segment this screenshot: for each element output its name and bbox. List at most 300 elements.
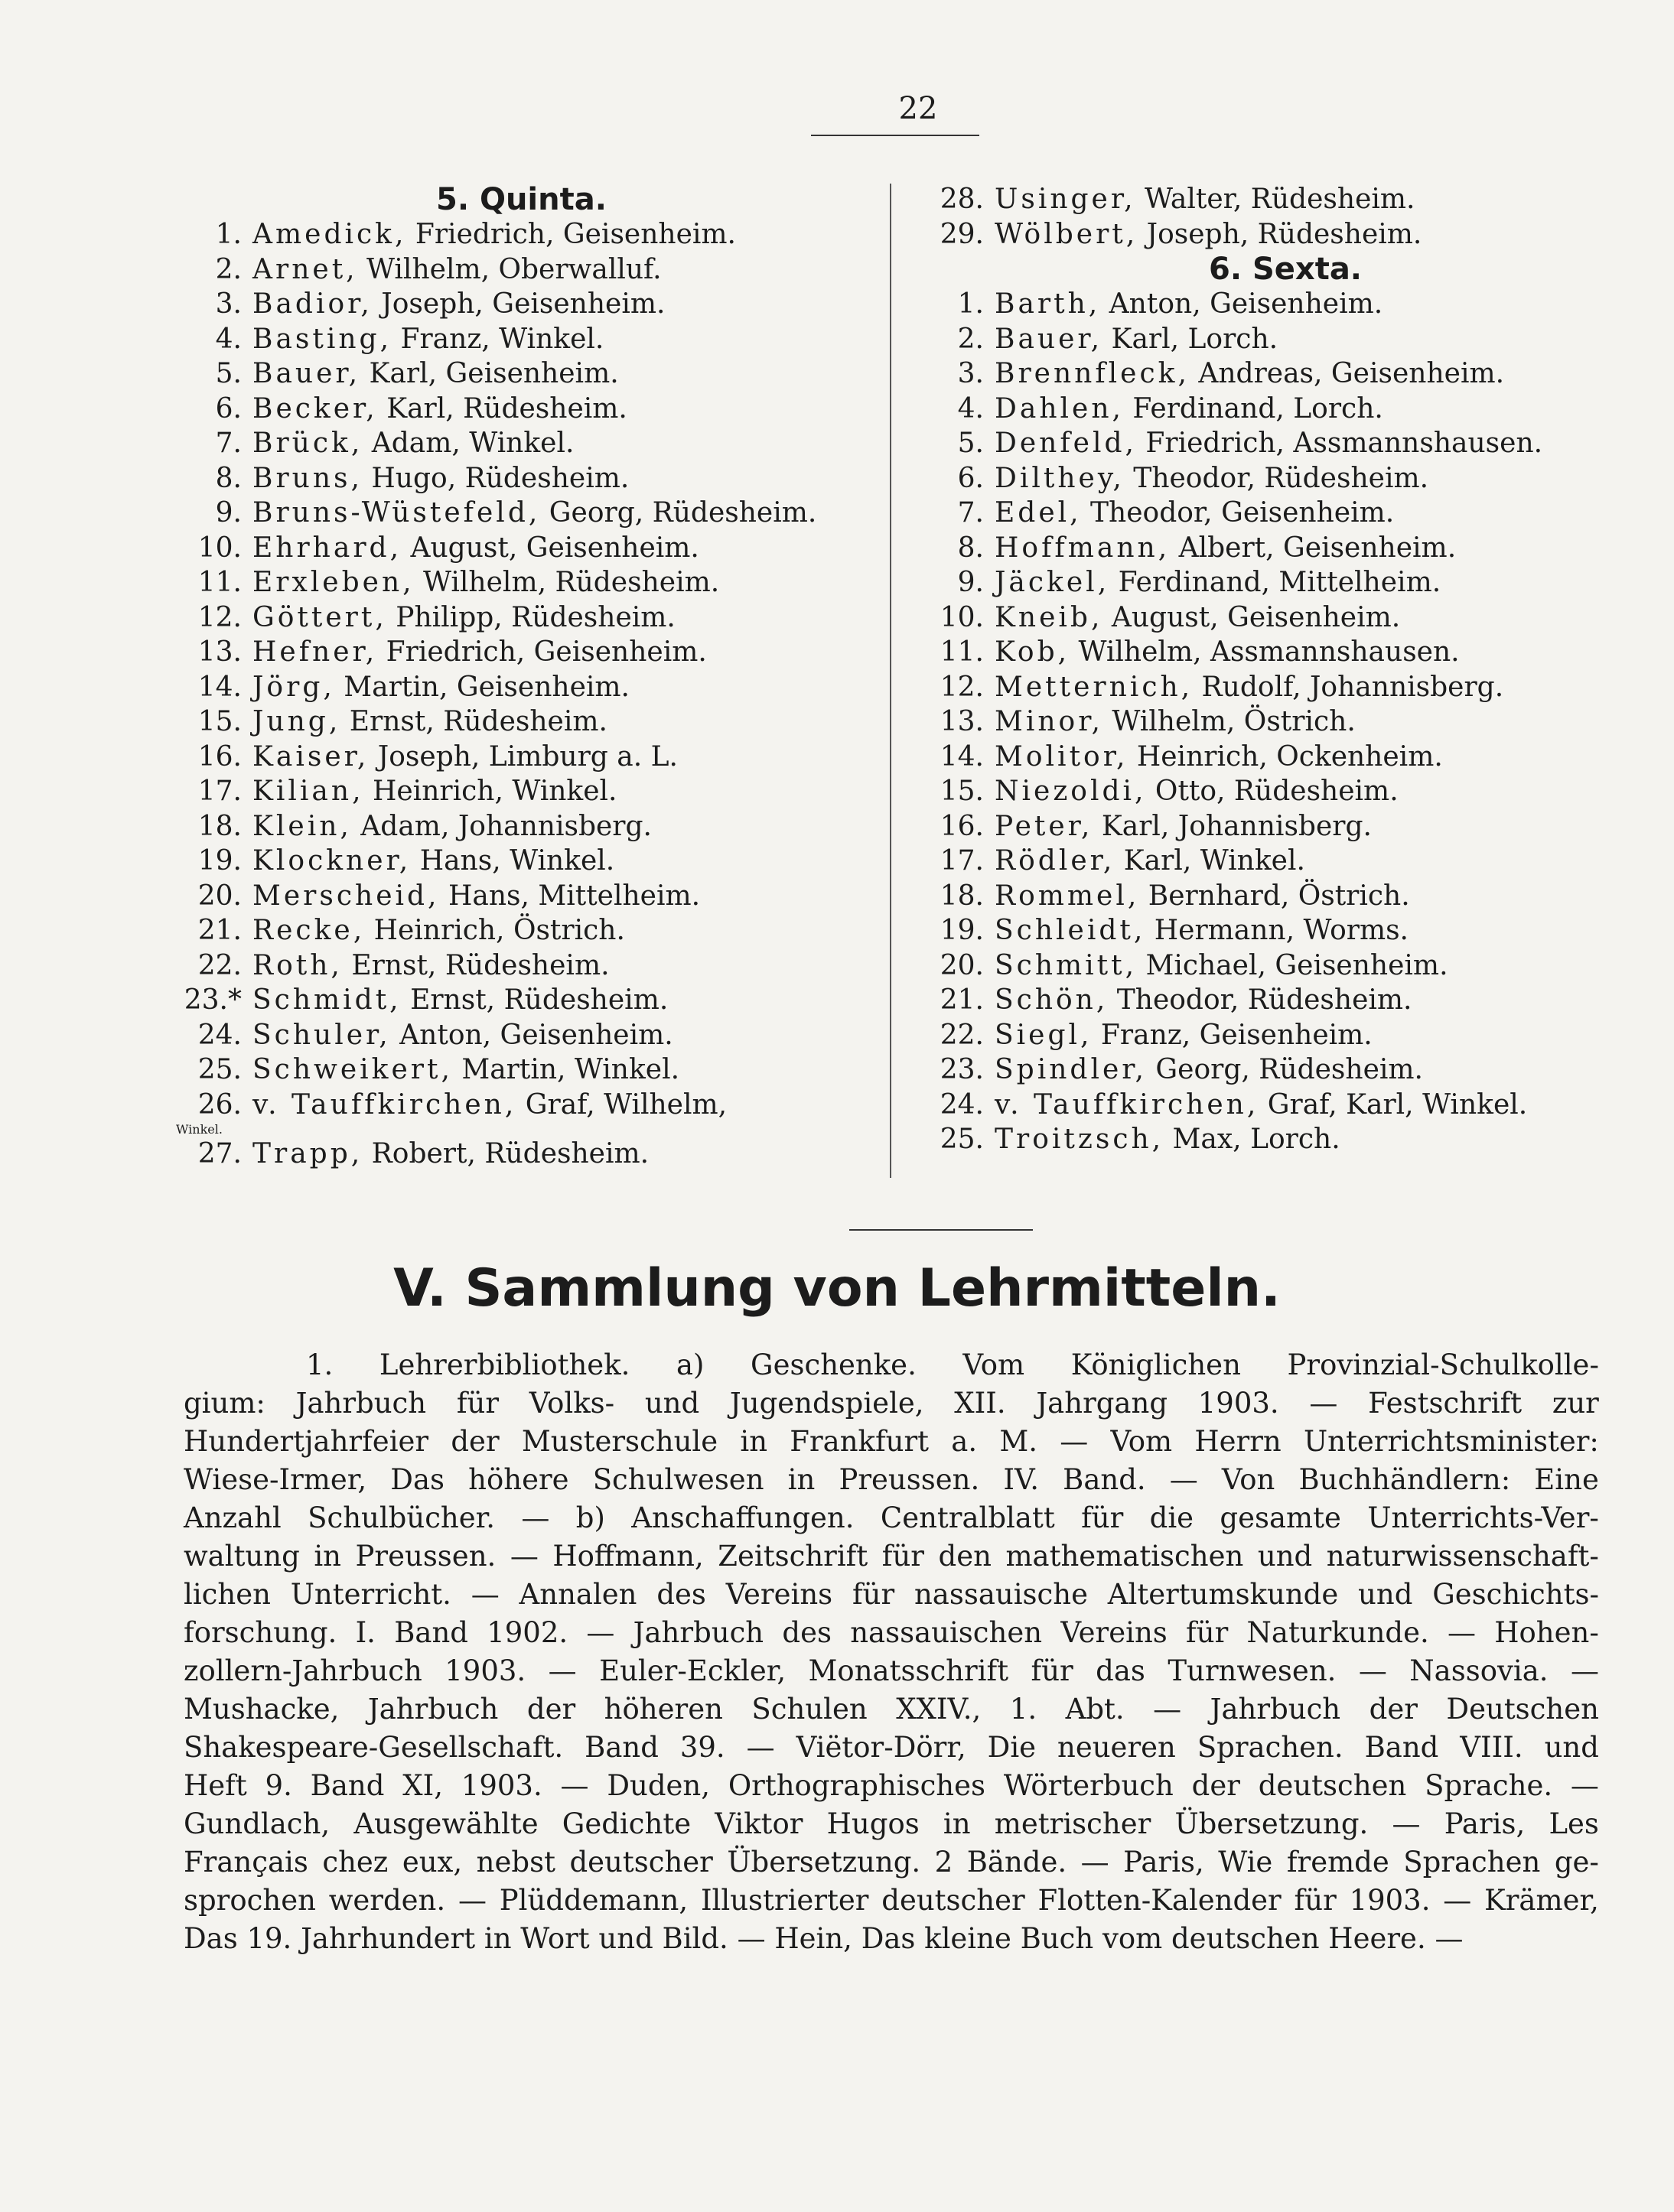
word: Jahrgang [1036,1387,1168,1420]
student-entry [176,322,865,357]
word: Musterschule [521,1425,718,1458]
word: für [1081,1501,1124,1534]
student-details: Friedrich, Geisenheim. [377,636,707,668]
student-details: Heinrich, Ockenheim. [1128,740,1443,773]
word: Band [310,1769,385,1802]
student-number: 11. [940,636,984,668]
word: Jugendspiele, [729,1387,924,1420]
student-entry [918,844,1607,879]
word: Preussen. [355,1540,497,1573]
student-number: 19. [197,845,242,877]
student-surname: Troitzsch, [995,1124,1164,1155]
word: Deutschen [1446,1693,1599,1726]
student-surname: Schön, [995,984,1109,1016]
student-details: Ferdinand, Lorch. [1123,392,1383,425]
student-surname: Ehrhard, [252,532,402,564]
word: ge- [1554,1846,1599,1879]
word: Paris, [1123,1846,1204,1879]
student-number: 17. [197,776,242,807]
word: — [521,1501,550,1534]
student-surname: Jörg, [252,671,335,703]
word: — [1358,1654,1387,1687]
word: — [1570,1769,1599,1802]
student-details: Hugo, Rüdesheim. [362,462,630,494]
student-entry [918,322,1607,357]
student-list-sexta [918,287,1607,1157]
word: Annalen [519,1578,637,1611]
student-number: 14. [197,671,242,703]
student-number: 12. [197,601,242,633]
word: und [644,1387,700,1420]
word: Buchhändlern: [1298,1463,1511,1496]
student-details: Karl, Rüdesheim. [377,392,627,425]
word: Monatsschrift [808,1654,1009,1687]
student-entry [918,1052,1607,1088]
word: des [782,1616,832,1649]
student-entry [176,635,865,670]
text-line [184,1346,1599,1384]
student-entry [918,217,1607,252]
student-details: Theodor, Geisenheim. [1081,497,1395,529]
word: Vereins [1060,1616,1168,1649]
student-entry [176,670,865,705]
student-entry [176,1018,865,1053]
word: metrischer [994,1807,1151,1840]
word: 1903. [461,1769,542,1802]
student-entry [176,809,865,844]
student-entry [176,844,865,879]
word: Jahrbuch [1210,1693,1341,1726]
word: Volks- [529,1387,615,1420]
student-entry [918,809,1607,844]
student-number: 22. [940,1019,984,1051]
student-surname: v. Tauffkirchen, [252,1088,517,1121]
student-entry [176,913,865,948]
word: Gedichte [562,1807,692,1840]
page-number: 22 [898,91,938,126]
word: Sprachen. [1197,1731,1343,1764]
student-entry [176,774,865,809]
student-surname: Wölbert, [995,218,1138,250]
student-number: 22. [197,949,242,981]
student-surname: Roth, [252,949,343,981]
student-details: Hans, Winkel. [411,845,615,877]
word: Preussen. [839,1463,980,1496]
student-surname: Schmidt, [252,984,402,1016]
student-surname: Bruns, [252,462,363,494]
student-entry [918,670,1607,705]
student-number: 23.* [184,984,242,1016]
word: und [1257,1540,1313,1573]
word: Bände. [966,1846,1067,1879]
student-details: Martin, Geisenheim. [334,671,630,703]
word: Shakespeare-Gesellschaft. [184,1731,564,1764]
student-details: Franz, Geisenheim. [1092,1019,1373,1051]
student-number: 13. [197,636,242,668]
student-number: 3. [215,288,242,320]
student-number: 15. [940,776,984,807]
student-number: 16. [940,810,984,842]
student-entry [176,217,865,252]
student-details: Bernhard, Östrich. [1139,880,1410,912]
student-surname: Schweikert, [252,1054,453,1085]
class-heading-sexta: 6. Sexta. [1209,252,1362,287]
student-surname: Kob, [995,636,1070,668]
word: Übersetzung. [1174,1807,1369,1840]
student-number: 6. [215,392,242,425]
student-entry [918,740,1607,775]
word: IV. [1003,1463,1039,1496]
student-details: Ernst, Rüdesheim. [342,949,610,981]
student-details: Anton, Geisenheim. [1100,288,1383,320]
student-surname: Recke, [252,915,366,946]
student-number: 26. [197,1088,242,1121]
word: 1. [306,1348,334,1381]
student-number: 7. [957,497,984,529]
word: lichen [184,1578,271,1611]
student-surname: Becker, [252,392,378,425]
student-surname: Denfeld, [995,428,1137,459]
word: nebst [476,1846,555,1879]
student-number: 10. [940,601,984,633]
student-entry [176,879,865,914]
student-surname: Arnet, [252,253,358,285]
word: 1. [1009,1693,1037,1726]
word: in [943,1807,971,1840]
student-details: Michael, Geisenheim. [1137,949,1448,981]
student-entry [176,252,865,288]
word: Band. [1063,1463,1146,1496]
word: naturwissenschaft- [1326,1540,1599,1573]
right-column [918,182,1607,1157]
student-surname: Schuler, [252,1019,391,1051]
student-number: 1. [215,219,242,250]
word: in [787,1463,816,1496]
word: für [1186,1616,1229,1649]
word: Sprachen [1403,1846,1541,1879]
word: Schulwesen [592,1463,764,1496]
student-surname: Merscheid, [252,880,440,912]
student-details: Wilhelm, Rüdesheim. [414,567,720,598]
word: — [1169,1463,1198,1496]
word: Von [1221,1463,1275,1496]
student-details: Ferdinand, Mittelheim. [1109,567,1441,598]
student-number: 5. [215,358,242,389]
student-details: Franz, Winkel. [392,323,604,355]
word: Wie [1218,1846,1273,1879]
student-details: Rudolf, Johannisberg. [1193,671,1504,703]
student-details: Philipp, Rüdesheim. [386,601,676,633]
student-surname: Siegl, [995,1019,1093,1051]
word: — [1080,1846,1109,1879]
student-details: Wilhelm, Assmannshausen. [1070,636,1460,668]
word: Unterrichtsminister: [1303,1425,1599,1458]
word: Festschrift [1368,1387,1523,1420]
word: Herrn [1194,1425,1282,1458]
student-entry [918,392,1607,427]
student-entry [176,392,865,427]
word: — [746,1731,775,1764]
word: gium: [184,1387,265,1420]
student-details: Graf, Wilhelm, [516,1088,728,1121]
word: VIII. [1460,1731,1523,1764]
student-number: 10. [197,532,242,564]
word: a. [951,1425,978,1458]
student-details: August, Geisenheim. [1102,601,1401,633]
word: für [881,1540,924,1573]
word: und [1358,1578,1413,1611]
word: Flotten-Kalender [1037,1884,1282,1917]
student-surname: Molitor, [995,740,1128,773]
student-surname: Bruns-Wüstefeld, [252,497,541,529]
student-details: Adam, Johannisberg. [351,810,652,842]
student-surname: Edel, [995,497,1082,529]
student-entry [176,531,865,566]
student-entry [918,182,1607,217]
student-number: 2. [215,253,242,285]
word: Unterricht. [290,1578,451,1611]
word: der [526,1693,576,1726]
word: — [1060,1425,1089,1458]
word: für [1031,1654,1073,1687]
student-details: Karl, Geisenheim. [360,358,619,389]
student-number: 27. [197,1138,242,1169]
word: Eine [1534,1463,1599,1496]
word: mathematischen [1005,1540,1244,1573]
student-entry [176,1137,865,1172]
student-details: Max, Lorch. [1164,1124,1340,1155]
word: 2 [934,1846,953,1879]
word: Paris, [1444,1807,1526,1840]
word: XXIV., [896,1693,982,1726]
word: — [471,1578,500,1611]
student-details: Friedrich, Geisenheim. [406,219,736,250]
student-surname: Usinger, [995,184,1136,215]
word: forschung. [184,1616,337,1649]
word: und [1544,1731,1599,1764]
student-entry [918,531,1607,566]
section-title: V. Sammlung von Lehrmitteln. [393,1258,1281,1319]
student-entry [918,704,1607,740]
student-details: Heinrich, Winkel. [363,776,617,807]
student-details: Georg, Rüdesheim. [540,497,817,529]
student-number: 9. [957,567,984,598]
student-surname: Rödler, [995,845,1115,877]
text-line [184,1384,1599,1423]
student-surname: Hefner, [252,636,378,668]
word: Schulen [751,1693,868,1726]
student-number: 8. [215,462,242,494]
student-entry [176,983,865,1018]
student-surname: Barth, [995,288,1101,320]
text-line [184,1690,1599,1729]
student-details-continued: Winkel. [176,1122,223,1137]
student-list-quinta [176,217,865,1172]
student-number: 25. [197,1054,242,1085]
word: — [1570,1654,1599,1687]
word: zur [1552,1387,1599,1420]
student-number: 23. [940,1054,984,1085]
student-number: 3. [957,358,984,389]
student-surname: Kneib, [995,601,1103,633]
text-line [184,1729,1599,1767]
student-details: Martin, Winkel. [452,1054,680,1085]
word: M. [999,1425,1037,1458]
word: sprochen [184,1884,316,1917]
student-number: 16. [197,740,242,773]
student-surname: Kilian, [252,776,364,807]
text-line [184,1805,1599,1843]
student-number: 28. [940,184,984,215]
student-number: 14. [940,740,984,773]
student-surname: Jung, [252,706,341,737]
student-details: Karl, Winkel. [1115,845,1305,877]
word: 1903. [445,1654,526,1687]
word: Vereins [725,1578,833,1611]
word: Gundlach, [184,1807,331,1840]
word: 1903. [1197,1387,1279,1420]
word: — [560,1769,589,1802]
student-details: Friedrich, Assmannshausen. [1136,428,1543,459]
student-details: Karl, Johannisberg. [1093,810,1372,842]
word: des [656,1578,706,1611]
student-details: Wilhelm, Östrich. [1102,706,1356,737]
student-surname: Erxleben, [252,567,415,598]
word: die [1149,1501,1194,1534]
word: Krämer, [1484,1884,1599,1917]
word: Duden, [607,1769,711,1802]
student-surname: Peter, [995,810,1093,842]
student-entry [918,1018,1607,1053]
student-surname: Minor, [995,706,1103,737]
student-details: Wilhelm, Oberwalluf. [357,253,662,285]
word: Frankfurt [790,1425,930,1458]
text-line [184,1652,1599,1690]
student-entry [176,740,865,775]
student-entry [176,356,865,392]
word: Wiese-Irmer, [184,1463,367,1496]
student-entry [176,948,865,984]
word: Altertumskunde [1107,1578,1339,1611]
word: Vom [1110,1425,1173,1458]
student-details: Joseph, Geisenheim. [372,288,666,320]
word: das [1096,1654,1145,1687]
word: Zeitschrift [718,1540,868,1573]
section-divider [849,1229,1033,1231]
student-entry [918,565,1607,600]
word: Band [585,1731,659,1764]
text-line [184,1461,1599,1499]
word: höhere [468,1463,569,1496]
student-entry [918,496,1607,531]
student-surname: Schleidt, [995,915,1146,946]
word: gesamte [1220,1501,1341,1534]
word: Euler-Eckler, [599,1654,787,1687]
student-details: Robert, Rüdesheim. [363,1138,650,1169]
student-details: Walter, Rüdesheim. [1135,184,1415,215]
word: Hundertjahrfeier [184,1425,429,1458]
word: 1903. [1349,1884,1431,1917]
text-line [184,1767,1599,1805]
word: in [314,1540,341,1573]
student-entry [918,774,1607,809]
student-surname: Göttert, [252,601,387,633]
student-entry [176,600,865,636]
page-number-rule [811,135,979,136]
student-entry [176,565,865,600]
student-number: 21. [940,984,984,1016]
student-surname: Basting, [252,323,392,355]
word: deutscher [881,1884,1025,1917]
class-heading-quinta: 5. Quinta. [436,182,607,217]
student-number: 13. [940,706,984,737]
student-number: 4. [215,323,242,355]
student-entry [918,913,1607,948]
word: a) [676,1348,705,1381]
student-entry [918,1088,1607,1123]
student-surname: Klockner, [252,845,412,877]
word: Anschaffungen. [631,1501,855,1534]
text-line [184,1882,1599,1920]
student-number: 19. [940,915,984,946]
word: — [1392,1807,1421,1840]
word: Wörterbuch [1003,1769,1174,1802]
word: Band [1364,1731,1439,1764]
word: Viktor [715,1807,803,1840]
word: für [1294,1884,1337,1917]
student-details: August, Geisenheim. [402,532,699,564]
student-details: Ernst, Rüdesheim. [401,984,669,1016]
word: Geschenke. [751,1348,917,1381]
word: fremde [1286,1846,1389,1879]
word: Plüddemann, [499,1884,689,1917]
word: — [1153,1693,1182,1726]
word: Viëtor-Dörr, [796,1731,966,1764]
word: Schulbücher. [308,1501,496,1534]
text-line [184,1843,1599,1882]
student-details: Hans, Mittelheim. [439,880,701,912]
student-list-quinta-continued [918,182,1607,252]
word: Abt. [1065,1693,1125,1726]
word: Vom [962,1348,1025,1381]
word: nassauische [914,1578,1088,1611]
word: Sprache. [1425,1769,1553,1802]
student-number: 12. [940,671,984,703]
word: 39. [679,1731,725,1764]
student-entry [176,496,865,531]
word: Jahrbuch [367,1693,499,1726]
word: chez [322,1846,389,1879]
word: — [586,1616,615,1649]
word: den [938,1540,992,1573]
word: — [548,1654,577,1687]
student-surname: Hoffmann, [995,532,1171,564]
left-column [176,182,865,1172]
word: Provinzial-Schulkolle- [1287,1348,1599,1381]
word: Hoffmann, [552,1540,704,1573]
student-details: Graf, Karl, Winkel. [1259,1088,1528,1121]
student-surname: Jäckel, [995,567,1110,598]
word: — [1448,1616,1477,1649]
student-number: 15. [197,706,242,737]
student-entry [176,287,865,322]
student-number: 18. [197,810,242,842]
word: 1902. [487,1616,568,1649]
word: — [1309,1387,1338,1420]
student-entry [918,600,1607,636]
student-details: Andreas, Geisenheim. [1189,358,1505,389]
word: Geschichts- [1432,1578,1599,1611]
